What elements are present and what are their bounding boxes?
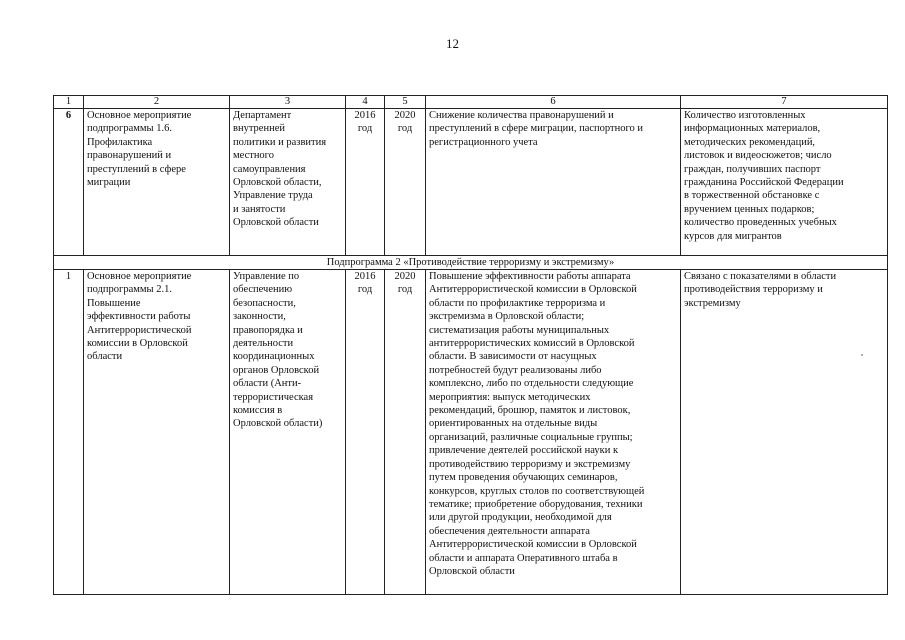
expected-result: Повышение эффективности работы аппарата Антитеррористической комиссии в Орловской области по профилактике терроризма и экстремизма в Орловской области; систематизация работы муниципальных антитеррористических комиссий в Орловской области. В зависимости от насущных потребностей будут реализованы либо комплексно, либо по отдельности следующие мероприятия: выпуск методических рекомендаций, брошюр, памяток и листовок, ориентированных на отдельные виды организаций, различные социальные группы; привлечение деятелей российской науки к противодействию терроризму и экстремизму путем проведения обучающих семинаров, конкурсов, круглых столов по соответствующей тематике; приобретение оборудования, техники или другой продукции, необходимой для обеспечения деятельности аппарата Антитеррористической комиссии в Орловской области и аппарата Оперативного штаба в Орловской области — [426, 270, 681, 595]
activity-name: Основное мероприятие подпрограммы 2.1. Повышение эффективности работы Антитеррористической комиссии в Орловской области — [84, 270, 230, 595]
activity-name: Основное мероприятие подпрограммы 1.6. Профилактика правонарушений и преступлений в сфере миграции — [84, 109, 230, 256]
start-year: 2016 год — [346, 270, 385, 595]
header-row — [54, 96, 888, 109]
activities-table — [53, 95, 888, 595]
related-indicators: Количество изготовленных информационных материалов, методических рекомендаций, листовок и видеосюжетов; число граждан, получивших паспорт гражданина Российской Федерации в торжественной обстановке с вручением ценных подарков; количество проведенных учебных курсов для мигрантов — [681, 109, 888, 256]
start-year: 2016 год — [346, 109, 385, 256]
end-year: 2020 год — [385, 270, 426, 595]
subprogram-row — [54, 256, 888, 270]
header-cell-6: 6 — [426, 96, 681, 109]
table-row — [54, 109, 888, 256]
row-number: 1 — [54, 270, 84, 595]
executor: Управление по обеспечению безопасности, законности, правопорядка и деятельности координационных органов Орловской области (Анти- террористическая комиссия в Орловской области) — [230, 270, 346, 595]
row-number: 6 — [54, 109, 84, 256]
header-cell-2: 2 — [84, 96, 230, 109]
page-number: 12 — [446, 36, 459, 51]
table-row — [54, 270, 888, 595]
header-cell-3: 3 — [230, 96, 346, 109]
header-cell-7: 7 — [681, 96, 888, 109]
header-cell-5: 5 — [385, 96, 426, 109]
executor: Департамент внутренней политики и развития местного самоуправления Орловской области, Управление труда и занятости Орловской области — [230, 109, 346, 256]
subprogram-title: Подпрограмма 2 «Противодействие терроризму и экстремизму» — [54, 256, 888, 270]
related-indicators: Связано с показателями в области противодействия терроризму и экстремизму — [681, 270, 888, 595]
header-cell-4: 4 — [346, 96, 385, 109]
expected-result: Снижение количества правонарушений и преступлений в сфере миграции, паспортного и регистрационного учета — [426, 109, 681, 256]
end-year: 2020 год — [385, 109, 426, 256]
header-cell-1: 1 — [54, 96, 84, 109]
scan-speck — [861, 354, 863, 356]
